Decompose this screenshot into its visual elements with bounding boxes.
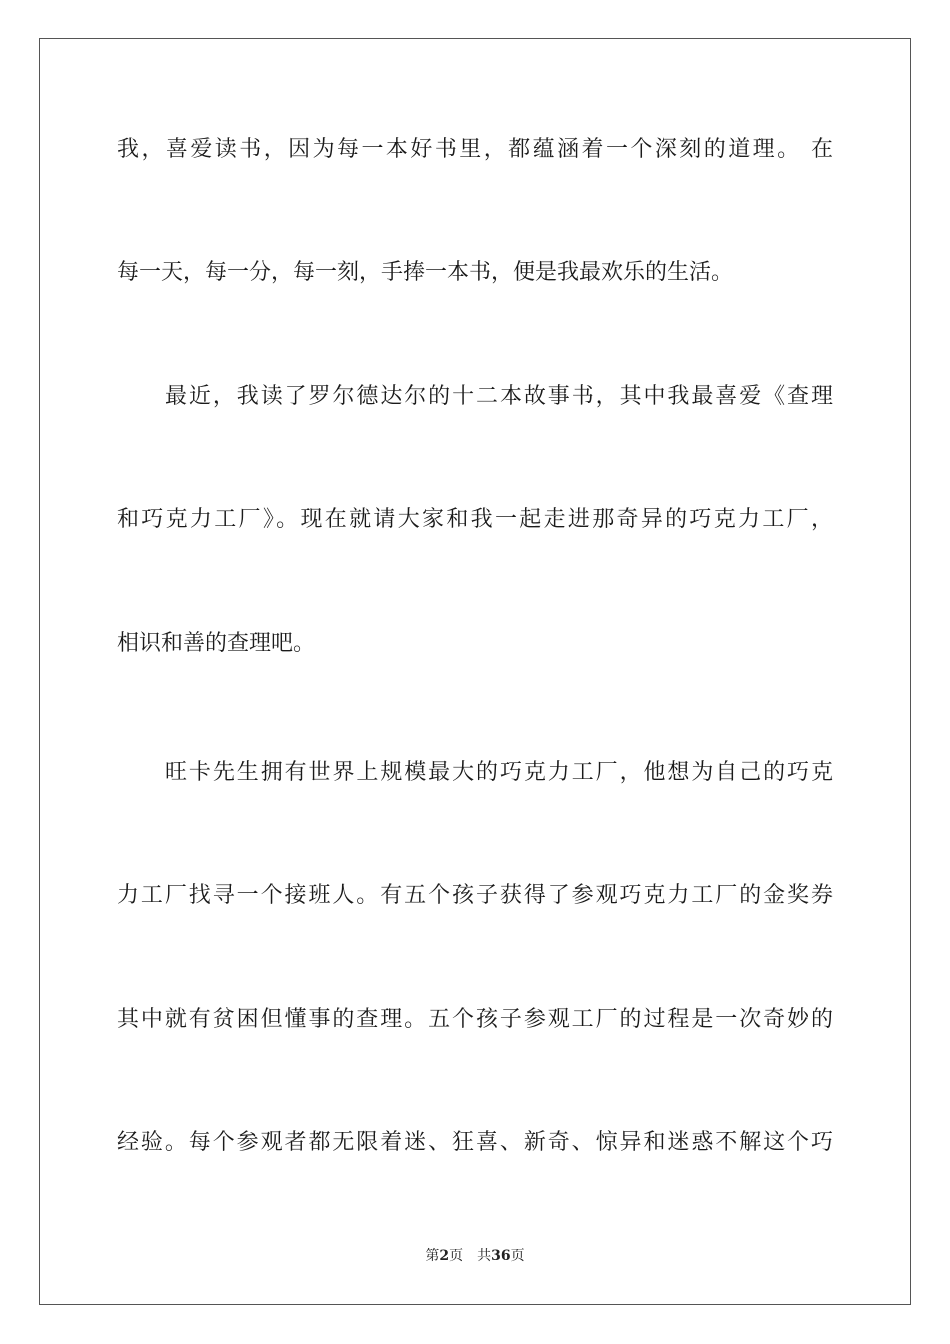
text-line-8: 其中就有贫困但懂事的查理。五个孩子参观工厂的过程是一次奇妙的 <box>117 1007 833 1032</box>
total-prefix: 共 <box>477 1248 492 1264</box>
page-prefix: 第 <box>425 1248 440 1264</box>
page-suffix: 页 <box>449 1248 464 1264</box>
text-line-7: 力工厂找寻一个接班人。有五个孩子获得了参观巧克力工厂的金奖券 <box>117 883 833 908</box>
current-page-number: 2 <box>439 1248 450 1264</box>
text-line-9: 经验。每个参观者都无限着迷、狂喜、新奇、惊异和迷惑不解这个巧 <box>117 1130 833 1155</box>
text-line-2: 每一天，每一分，每一刻，手捧一本书，便是我最欢乐的生活。 <box>117 260 734 285</box>
page-footer <box>0 1246 950 1266</box>
text-line-1: 我，喜爱读书，因为每一本好书里，都蕴涵着一个深刻的道理。 在 <box>117 137 833 162</box>
text-line-5: 相识和善的查理吧。 <box>117 631 316 656</box>
page-frame <box>39 38 911 1305</box>
text-line-6: 旺卡先生拥有世界上规模最大的巧克力工厂，他想为自己的巧克 <box>165 760 833 785</box>
text-line-3: 最近，我读了罗尔德达尔的十二本故事书，其中我最喜爱《查理 <box>165 384 833 409</box>
total-pages-number: 36 <box>491 1248 511 1264</box>
total-suffix: 页 <box>510 1248 525 1264</box>
text-line-4: 和巧克力工厂》。现在就请大家和我一起走进那奇异的巧克力工厂， <box>117 507 833 532</box>
